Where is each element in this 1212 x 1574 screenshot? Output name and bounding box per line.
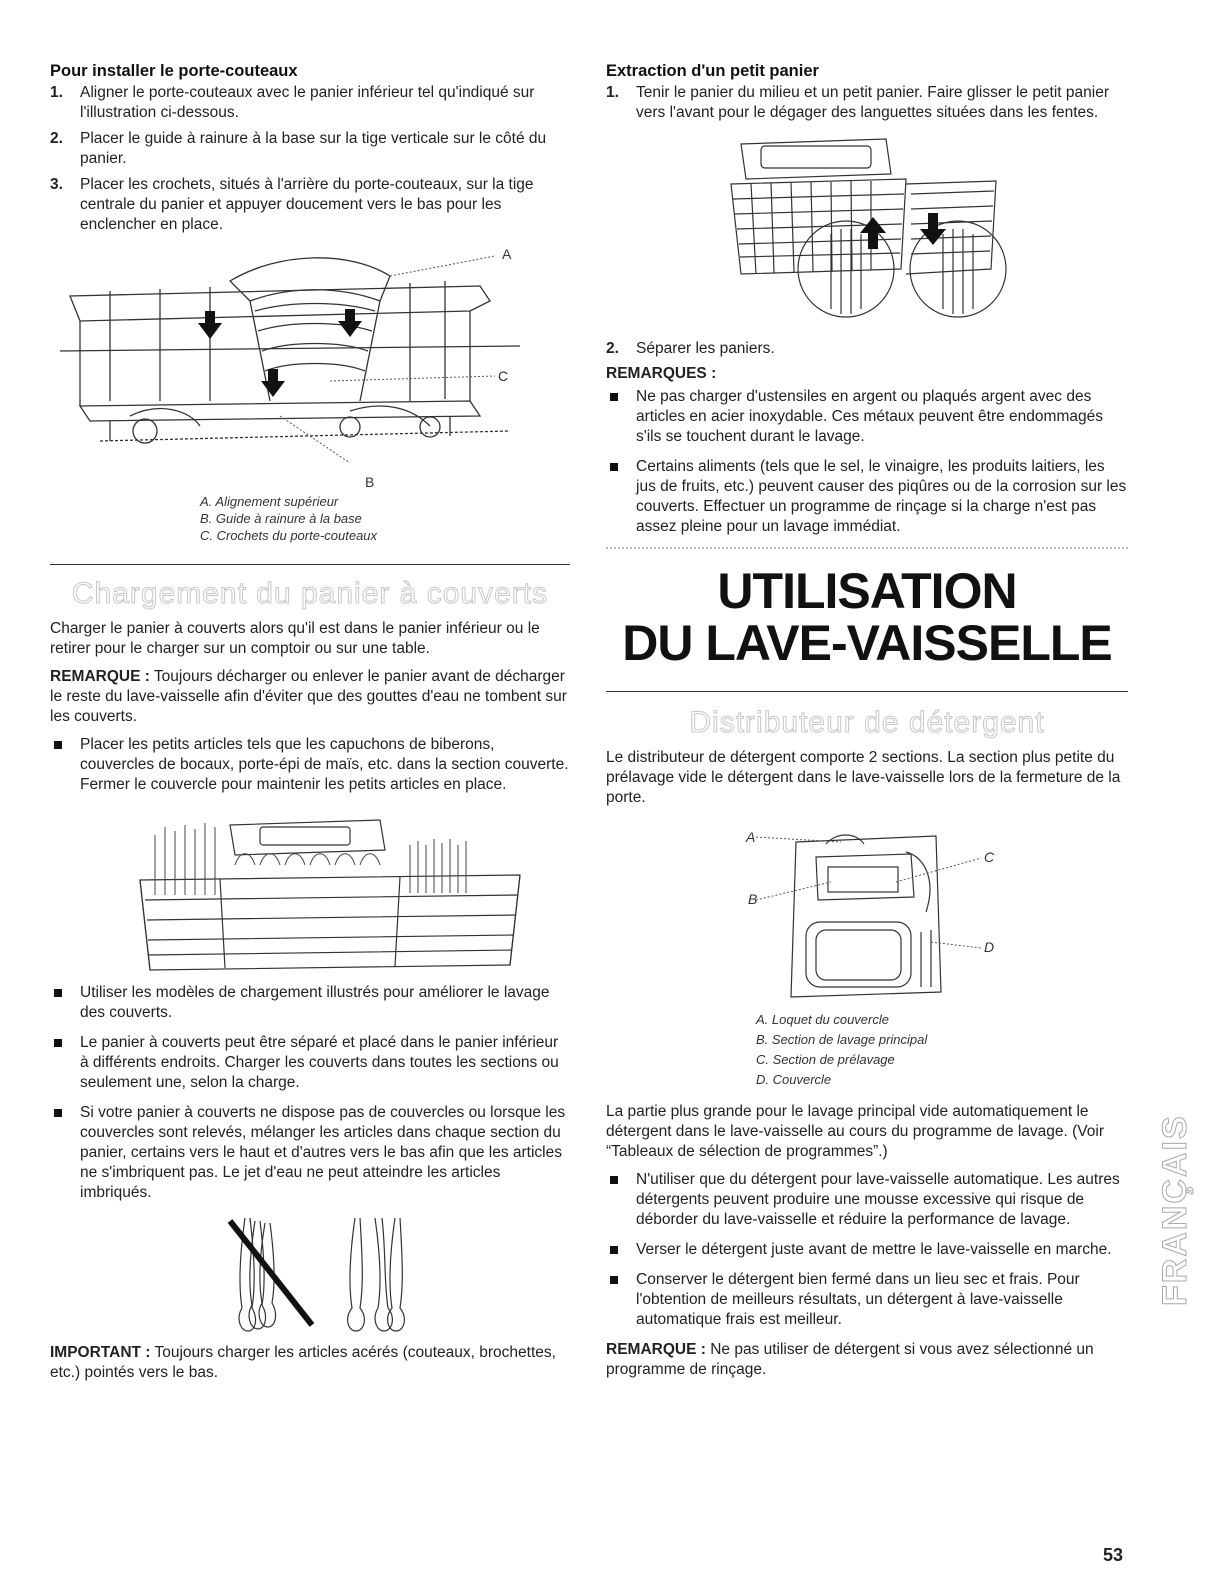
list-item: Verser le détergent juste avant de mettre le lave-vaisselle en marche. xyxy=(606,1240,1128,1260)
fig-label-a: A xyxy=(502,246,512,262)
left-column xyxy=(50,62,570,1391)
basket-extraction-illustration xyxy=(606,129,1128,329)
list-item: N'utiliser que du détergent pour lave-vaisselle automatique. Les autres détergents peuvent produire une mousse excessive qui risque de déborder du lave-vaisselle et réduire la performance de lavage. xyxy=(606,1170,1128,1230)
extraction-heading: Extraction d'un petit panier xyxy=(606,62,819,80)
language-side-tab: FRANÇAIS xyxy=(1156,1114,1194,1306)
dispenser-para-2: La partie plus grande pour le lavage principal vide automatiquement le détergent dans le lave-vaisselle au cours du programme de lavage. (Voir “Tableaux de sélection de programmes”.) xyxy=(606,1103,1104,1160)
install-captions xyxy=(200,493,570,544)
main-title-line-2: DU LAVE-VAISSELLE xyxy=(622,615,1112,671)
list-item: Conserver le détergent bien fermé dans un lieu sec et frais. Pour l'obtention de meilleurs résultats, un détergent à lave-vaisselle automatique frais est meilleur. xyxy=(606,1270,1128,1330)
fig-label-b: B xyxy=(365,474,375,490)
section-divider xyxy=(606,691,1128,692)
dispenser-remark: REMARQUE : Ne pas utiliser de détergent si vous avez sélectionné un programme de rinçage. xyxy=(606,1341,1094,1378)
extraction-step-1: 1. Tenir le panier du milieu et un petit panier. Faire glisser le petit panier vers l'avant pour le dégager des languettes situées dans les fentes. xyxy=(606,84,1110,121)
loading-intro: Charger le panier à couverts alors qu'il est dans le panier inférieur ou le retirer pour le charger sur un comptoir ou sur une table. xyxy=(50,620,540,657)
caption-b: B. Guide à rainure à la base xyxy=(200,511,362,526)
list-item: Utiliser les modèles de chargement illustrés pour améliorer le lavage des couverts. xyxy=(50,983,570,1023)
fig-label-c: C xyxy=(498,368,509,384)
page-number: 53 xyxy=(1103,1545,1124,1565)
loading-title: Chargement du panier à couverts xyxy=(71,577,549,610)
knife-holder-illustration xyxy=(50,241,570,491)
caption-a: A. Alignement supérieur xyxy=(200,494,339,509)
important-note: IMPORTANT : Toujours charger les articles acérés (couteaux, brochettes, etc.) pointés vers le bas. xyxy=(50,1344,556,1381)
install-step-1: 1. Aligner le porte-couteaux avec le panier inférieur tel qu'indiqué sur l'illustration ci-dessous. xyxy=(50,84,535,121)
nested-spoons-illustration xyxy=(50,1213,570,1333)
main-title xyxy=(606,565,1128,669)
loading-remark: REMARQUE : Toujours décharger ou enlever le panier avant de décharger le reste du lave-vaisselle afin d'éviter que des gouttes d'eau ne tombent sur les couverts. xyxy=(50,668,567,725)
silverware-basket-illustration xyxy=(50,805,570,975)
main-title-line-1: UTILISATION xyxy=(717,563,1017,619)
caption-b: B. Section de lavage principal xyxy=(756,1032,928,1047)
install-steps xyxy=(50,83,570,235)
loading-bullets-2 xyxy=(50,983,570,1203)
install-step-3: 3. Placer les crochets, situés à l'arrière du porte-couteaux, sur la tige centrale du panier et appuyer doucement vers le bas pour les enclencher en place. xyxy=(50,176,534,233)
caption-d: D. Couvercle xyxy=(756,1072,832,1087)
dispenser-title: Distributeur de détergent xyxy=(689,706,1045,739)
fig-label-a: A xyxy=(746,829,756,845)
caption-a: A. Loquet du couvercle xyxy=(756,1012,889,1027)
list-item: Ne pas charger d'ustensiles en argent ou plaqués argent avec des articles en acier inoxydable. Ces métaux peuvent être endommagés s'ils se touchent durant le lavage. xyxy=(606,387,1128,447)
dotted-divider xyxy=(606,547,1128,549)
list-item: Certains aliments (tels que le sel, le vinaigre, les produits laitiers, les jus de fruits, etc.) peuvent causer des piqûres ou de la corrosion sur les couverts. Effectuer un programme de rinçage si la charge n'est pas assez pleine pour un lavage immédiat. xyxy=(606,457,1128,537)
caption-c: C. Crochets du porte-couteaux xyxy=(200,528,378,543)
list-item: Le panier à couverts peut être séparé et placé dans le panier inférieur à différents endroits. Charger les couverts dans toutes les sections ou seulement une, selon la charge. xyxy=(50,1033,570,1093)
extraction-steps-1 xyxy=(606,83,1128,123)
fig-label-d: D xyxy=(984,939,995,955)
extraction-step-2: 2. Séparer les paniers. xyxy=(606,340,775,357)
list-item: Placer les petits articles tels que les capuchons de biberons, couvercles de bocaux, porte-épi de maïs, etc. dans la section couverte. Fermer le couvercle pour maintenir les petits articles en place. xyxy=(50,735,570,795)
section-divider xyxy=(50,564,570,565)
install-heading: Pour installer le porte-couteaux xyxy=(50,62,298,80)
dispenser-captions xyxy=(756,1010,1128,1090)
right-column xyxy=(606,62,1128,1388)
fig-label-c: C xyxy=(984,849,995,865)
dispenser-intro: Le distributeur de détergent comporte 2 sections. La section plus petite du prélavage vide le détergent dans le lave-vaisselle lors de la fermeture de la porte. xyxy=(606,749,1121,806)
fig-label-b: B xyxy=(748,891,758,907)
list-item: Si votre panier à couverts ne dispose pas de couvercles ou lorsque les couvercles sont relevés, mélanger les articles dans chaque section du panier, certains vers le haut et d'autres vers le bas afin que les articles ne s'imbriquent pas. Le jet d'eau ne peut atteindre les articles imbriqués. xyxy=(50,1103,570,1203)
remarks-label: REMARQUES : xyxy=(606,365,717,382)
detergent-dispenser-illustration xyxy=(606,822,1128,1002)
remarks-list xyxy=(606,387,1128,537)
loading-bullets-1 xyxy=(50,735,570,795)
caption-c: C. Section de prélavage xyxy=(756,1052,895,1067)
extraction-steps-2 xyxy=(606,339,1128,359)
dispenser-bullets xyxy=(606,1170,1128,1330)
install-step-2: 2. Placer le guide à rainure à la base sur la tige verticale sur le côté du panier. xyxy=(50,130,547,167)
